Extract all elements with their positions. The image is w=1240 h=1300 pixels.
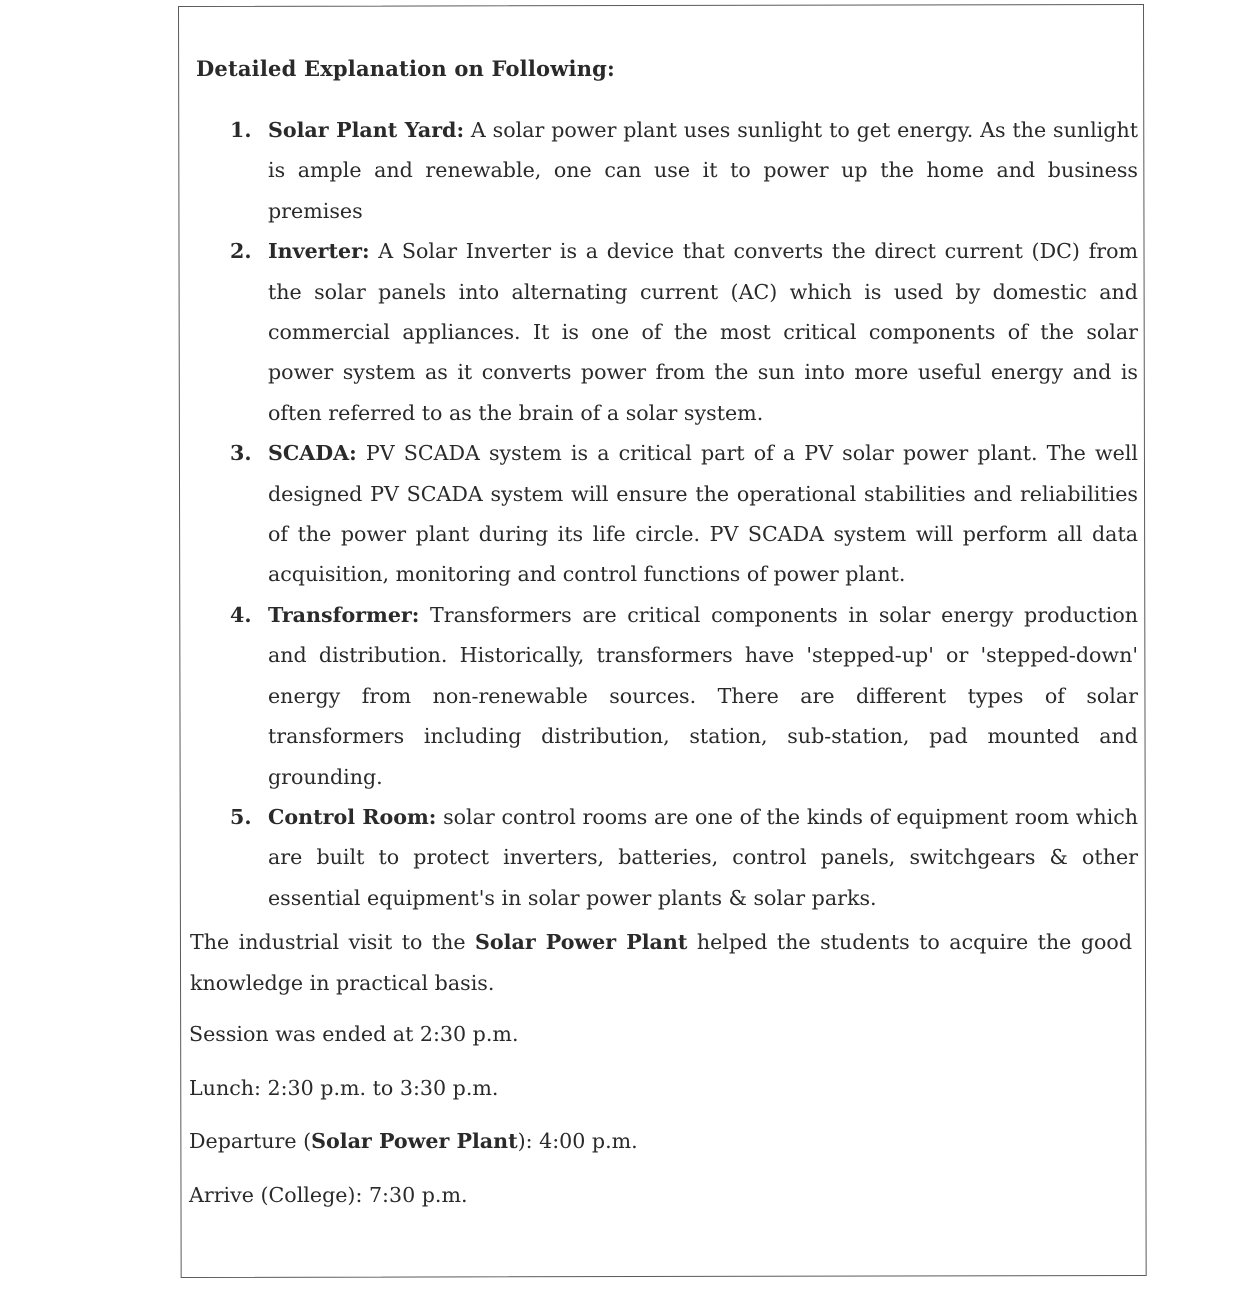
- item-text: Transformers are critical components in solar energy production and distribution. Historically, transformers have 'stepped-up' or 'stepped-down' energy from non-renewable sources. There are different types of solar transformers including distribution, station, sub-station, pad mounted and grounding.: [268, 602, 1138, 789]
- item-number: 3.: [230, 441, 252, 466]
- closing-text: The industrial visit to the: [190, 930, 476, 954]
- explanation-list: [230, 110, 1138, 918]
- session-end-line: Session was ended at 2:30 p.m.: [189, 1022, 519, 1046]
- departure-text: Departure (: [189, 1129, 312, 1153]
- list-item-transformer: [230, 595, 1138, 797]
- item-number: 1.: [230, 118, 252, 142]
- item-term: Control Room:: [268, 804, 437, 829]
- list-item-scada: [230, 433, 1138, 595]
- departure-time: ): 4:00 p.m.: [517, 1129, 638, 1153]
- section-heading: Detailed Explanation on Following:: [196, 56, 615, 81]
- item-text: A Solar Inverter is a device that converts the direct current (DC) from the solar panels into alternating current (AC) which is used by domestic and commercial appliances. It is one of the most critical components of the solar power system as it converts power from the sun into more useful energy and is often referred to as the brain of a solar system.: [268, 239, 1138, 425]
- item-text: A solar power plant uses sunlight to get energy. As the sunlight is ample and renewable, one can use it to power up the home and business premises: [268, 118, 1138, 223]
- closing-bold-text: Solar Power Plant: [475, 930, 688, 954]
- list-item-inverter: [230, 231, 1138, 433]
- item-number: 4.: [230, 602, 252, 627]
- lunch-line: Lunch: 2:30 p.m. to 3:30 p.m.: [189, 1076, 499, 1100]
- closing-text-end: helped the students to acquire the good knowledge in practical basis.: [190, 930, 1133, 995]
- departure-line: [189, 1129, 638, 1153]
- closing-paragraph: [190, 922, 1132, 1004]
- item-term: Solar Plant Yard:: [268, 118, 465, 142]
- item-text: solar control rooms are one of the kinds of equipment room which are built to protect inverters, batteries, control panels, switchgears & other essential equipment's in solar power plants & solar parks.: [268, 804, 1138, 910]
- item-text: PV SCADA system is a critical part of a PV solar power plant. The well designed PV SCADA system will ensure the operational stabilities and reliabilities of the power plant during its life circle. PV SCADA system will perform all data acquisition, monitoring and control functions of power plant.: [268, 441, 1138, 587]
- item-term: Transformer:: [268, 602, 420, 627]
- item-number: 5.: [230, 804, 252, 829]
- list-item-solar-plant-yard: [230, 110, 1138, 231]
- list-item-control-room: [230, 797, 1138, 918]
- arrive-line: Arrive (College): 7:30 p.m.: [189, 1183, 468, 1207]
- departure-bold-text: Solar Power Plant: [311, 1129, 518, 1153]
- item-number: 2.: [230, 239, 252, 264]
- item-term: SCADA:: [268, 441, 357, 466]
- item-term: Inverter:: [268, 239, 370, 264]
